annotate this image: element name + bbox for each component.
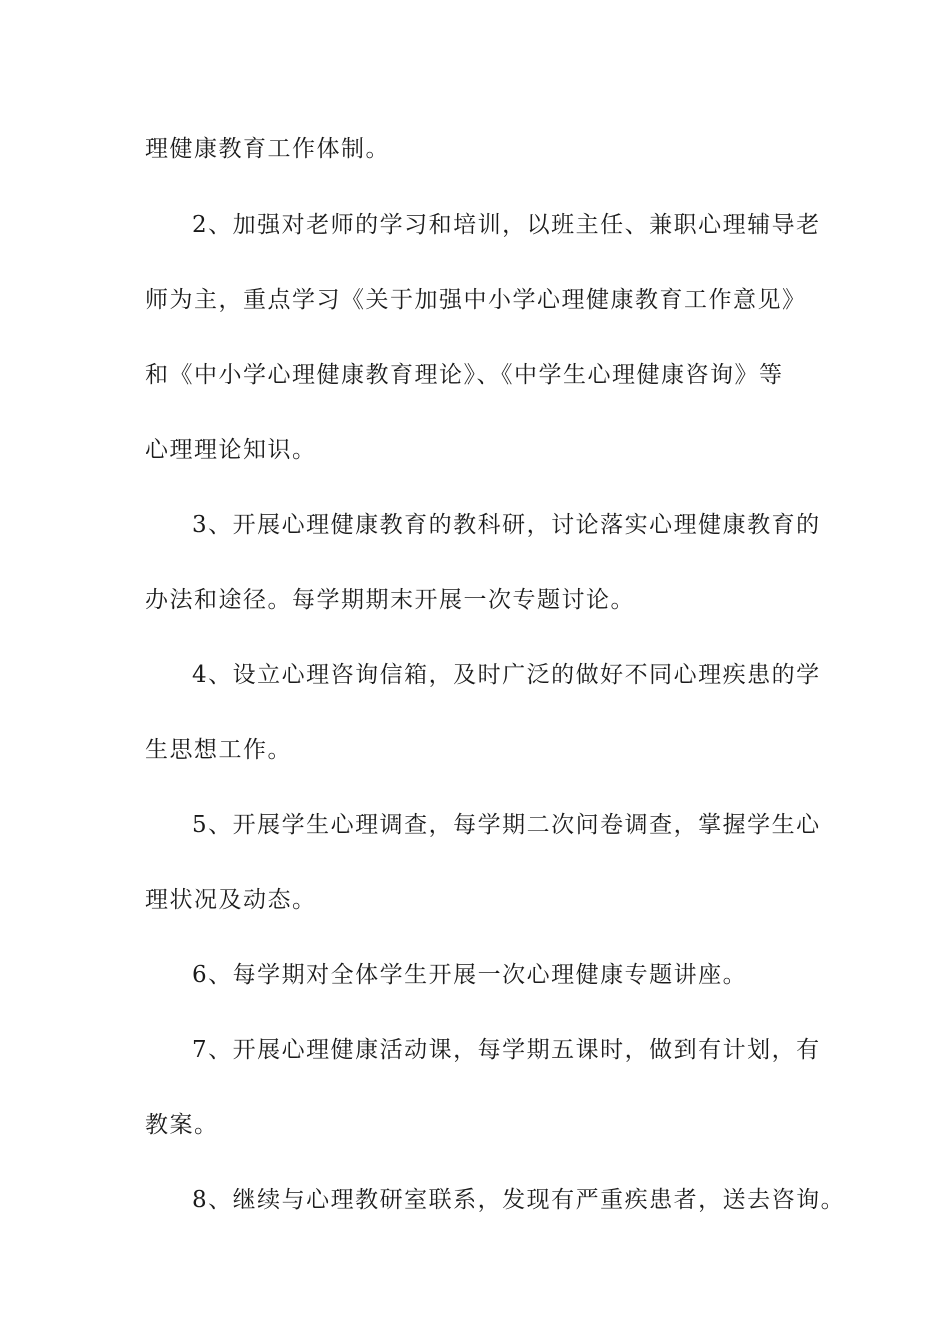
text-line: 办法和途径。每学期期末开展一次专题讨论。 [145,587,635,613]
text-line: 3、开展心理健康教育的教科研，讨论落实心理健康教育的 [192,512,821,538]
text-line: 理状况及动态。 [145,887,317,913]
text-line: 7、开展心理健康活动课，每学期五课时，做到有计划，有 [192,1037,821,1063]
text-line: 8、继续与心理教研室联系，发现有严重疾患者，送去咨询。 [192,1187,846,1213]
text-line: 和《中小学心理健康教育理论》、《中学生心理健康咨询》等 [145,362,784,388]
text-line: 4、设立心理咨询信箱，及时广泛的做好不同心理疾患的学 [192,662,821,688]
text-line: 教案。 [145,1112,219,1138]
text-line: 心理理论知识。 [145,437,317,463]
text-line: 生思想工作。 [145,737,292,763]
text-line: 师为主，重点学习《关于加强中小学心理健康教育工作意见》 [145,287,807,313]
text-line: 理健康教育工作体制。 [145,136,390,162]
text-line: 6、每学期对全体学生开展一次心理健康专题讲座。 [192,962,748,988]
text-line: 5、开展学生心理调查，每学期二次问卷调查，掌握学生心 [192,812,821,838]
text-line: 2、加强对老师的学习和培训，以班主任、兼职心理辅导老 [192,212,821,238]
